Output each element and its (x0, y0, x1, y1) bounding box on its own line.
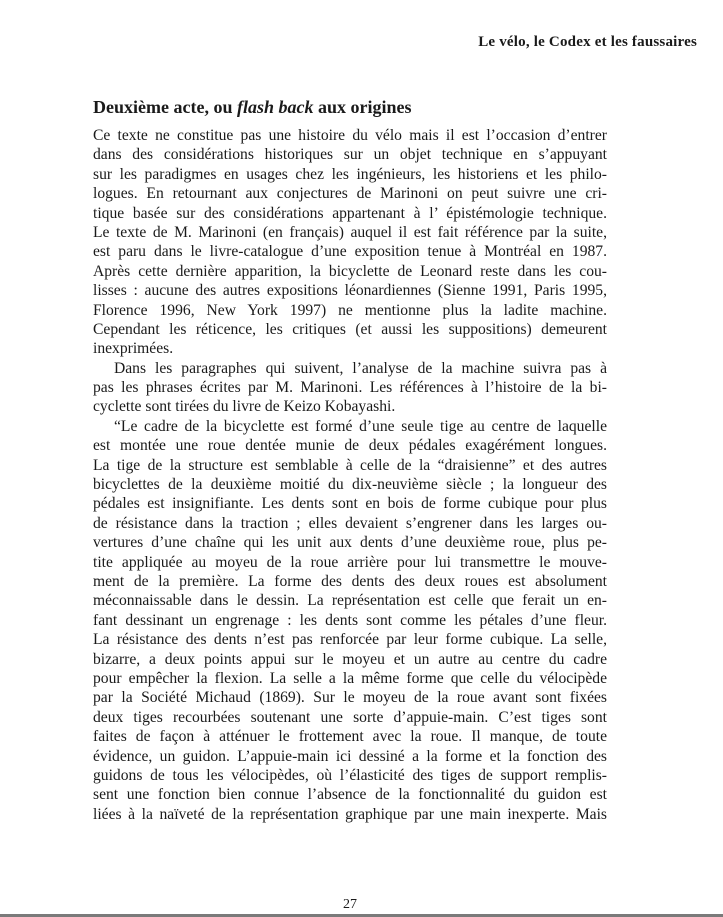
text-line: de résistance dans la traction ; elles devaient s’engrener dans les larges ou- (93, 514, 607, 532)
text-line: est paru dans le livre-catalogue d’une exposition tenue à Montréal en 1987. (93, 243, 607, 261)
text-line: bizarre, a deux points appui sur le moyeu et un autre au centre du cadre (93, 650, 607, 668)
section-title (93, 97, 411, 118)
text-line: fant dessinant un engrenage : les dents sont comme les pétales d’une fleur. (93, 611, 607, 629)
text-line: deux tiges recourbées soutenant une sorte d’appuie-main. C’est tiges sont (93, 708, 607, 726)
text-line: “Le cadre de la bicyclette est formé d’une seule tige au centre de laquelle (114, 417, 607, 435)
section-title-suffix: aux origines (313, 97, 412, 117)
text-line: liées à la naïveté de la représentation graphique par une main inexperte. Mais (93, 805, 607, 823)
text-line: lisses : aucune des autres expositions léonardiennes (Sienne 1991, Paris 1995, (93, 282, 607, 300)
text-line: Florence 1996, New York 1997) ne mentionne plus la ladite machine. (93, 301, 607, 319)
page-number: 27 (343, 897, 357, 912)
text-line: méconnaissable dans le dessin. La représentation est celle que ferait un en- (93, 592, 607, 610)
text-line: sur les paradigmes en usages chez les ingénieurs, les historiens et les philo- (93, 165, 607, 183)
text-line: Ce texte ne constitue pas une histoire du vélo mais il est l’occasion d’entrer (93, 127, 607, 144)
text-line: bicyclettes de la deuxième moitié du dix-neuvième siècle ; la longueur des (93, 476, 607, 494)
text-line: Cependant les réticence, les critiques (et aussi les suppositions) demeurent (93, 320, 607, 338)
text-line: pour empêcher la flexion. La selle a la même forme que celle du vélocipède (93, 669, 607, 687)
text-line: faites de façon à atténuer le frottement avec la roue. Il manque, de toute (93, 728, 607, 746)
text-line: ment de la première. La forme des dents des deux roues est absolument (93, 572, 607, 590)
text-line: tite appliquée au moyeu de la roue arrière pour lui transmettre le mouve- (93, 553, 607, 571)
text-line: guidons de tous les vélocipèdes, où l’élasticité des tiges de support remplis- (93, 766, 607, 784)
text-line: évidence, un guidon. L’appuie-main ici dessiné a la forme et la fonction des (93, 747, 607, 765)
text-line: cyclette sont tirées du livre de Keizo Kobayashi. (93, 398, 396, 416)
text-line: pas les phrases écrites par M. Marinoni. Les références à l’histoire de la bi- (93, 379, 607, 397)
text-line: pédales est insignifiante. Les dents sont en bois de forme cubique pour plus (93, 495, 607, 513)
text-line: La résistance des dents n’est pas renforcée par leur forme cubique. La selle, (93, 631, 607, 649)
text-line: vertures d’une chaîne qui les unit aux dents d’une deuxième roue, plus pe- (93, 534, 607, 552)
text-line: tique basée sur des considérations appartenant à l’ épistémologie technique. (93, 204, 607, 222)
text-line: par la Société Michaud (1869). Sur le moyeu de la roue avant sont fixées (93, 689, 607, 707)
section-title-prefix: Deuxième acte, ou (93, 97, 237, 117)
text-line: Dans les paragraphes qui suivent, l’analyse de la machine suivra pas à (114, 359, 607, 377)
text-line: dans des considérations historiques sur un objet technique en s’appuyant (93, 146, 607, 164)
text-line: logues. En retournant aux conjectures de Marinoni on peut suivre une cri- (93, 185, 607, 203)
running-head: Le vélo, le Codex et les faussaires (478, 34, 697, 50)
text-line: est montée une roue dentée munie de deux pédales exagérément longues. (93, 437, 607, 455)
section-title-italic: flash back (236, 97, 314, 117)
text-line: sent une fonction bien connue l’absence de la fonctionnalité du guidon est (93, 786, 607, 804)
text-line: Après cette dernière apparition, la bicyclette de Leonard reste dans les cou- (93, 262, 607, 280)
text-line: Le texte de M. Marinoni (en français) auquel il est fait référence par la suite, (93, 223, 607, 241)
text-line: inexprimées. (93, 340, 174, 358)
body-text (93, 126, 607, 824)
text-line: La tige de la structure est semblable à celle de la “draisienne” et des autres (93, 456, 607, 474)
